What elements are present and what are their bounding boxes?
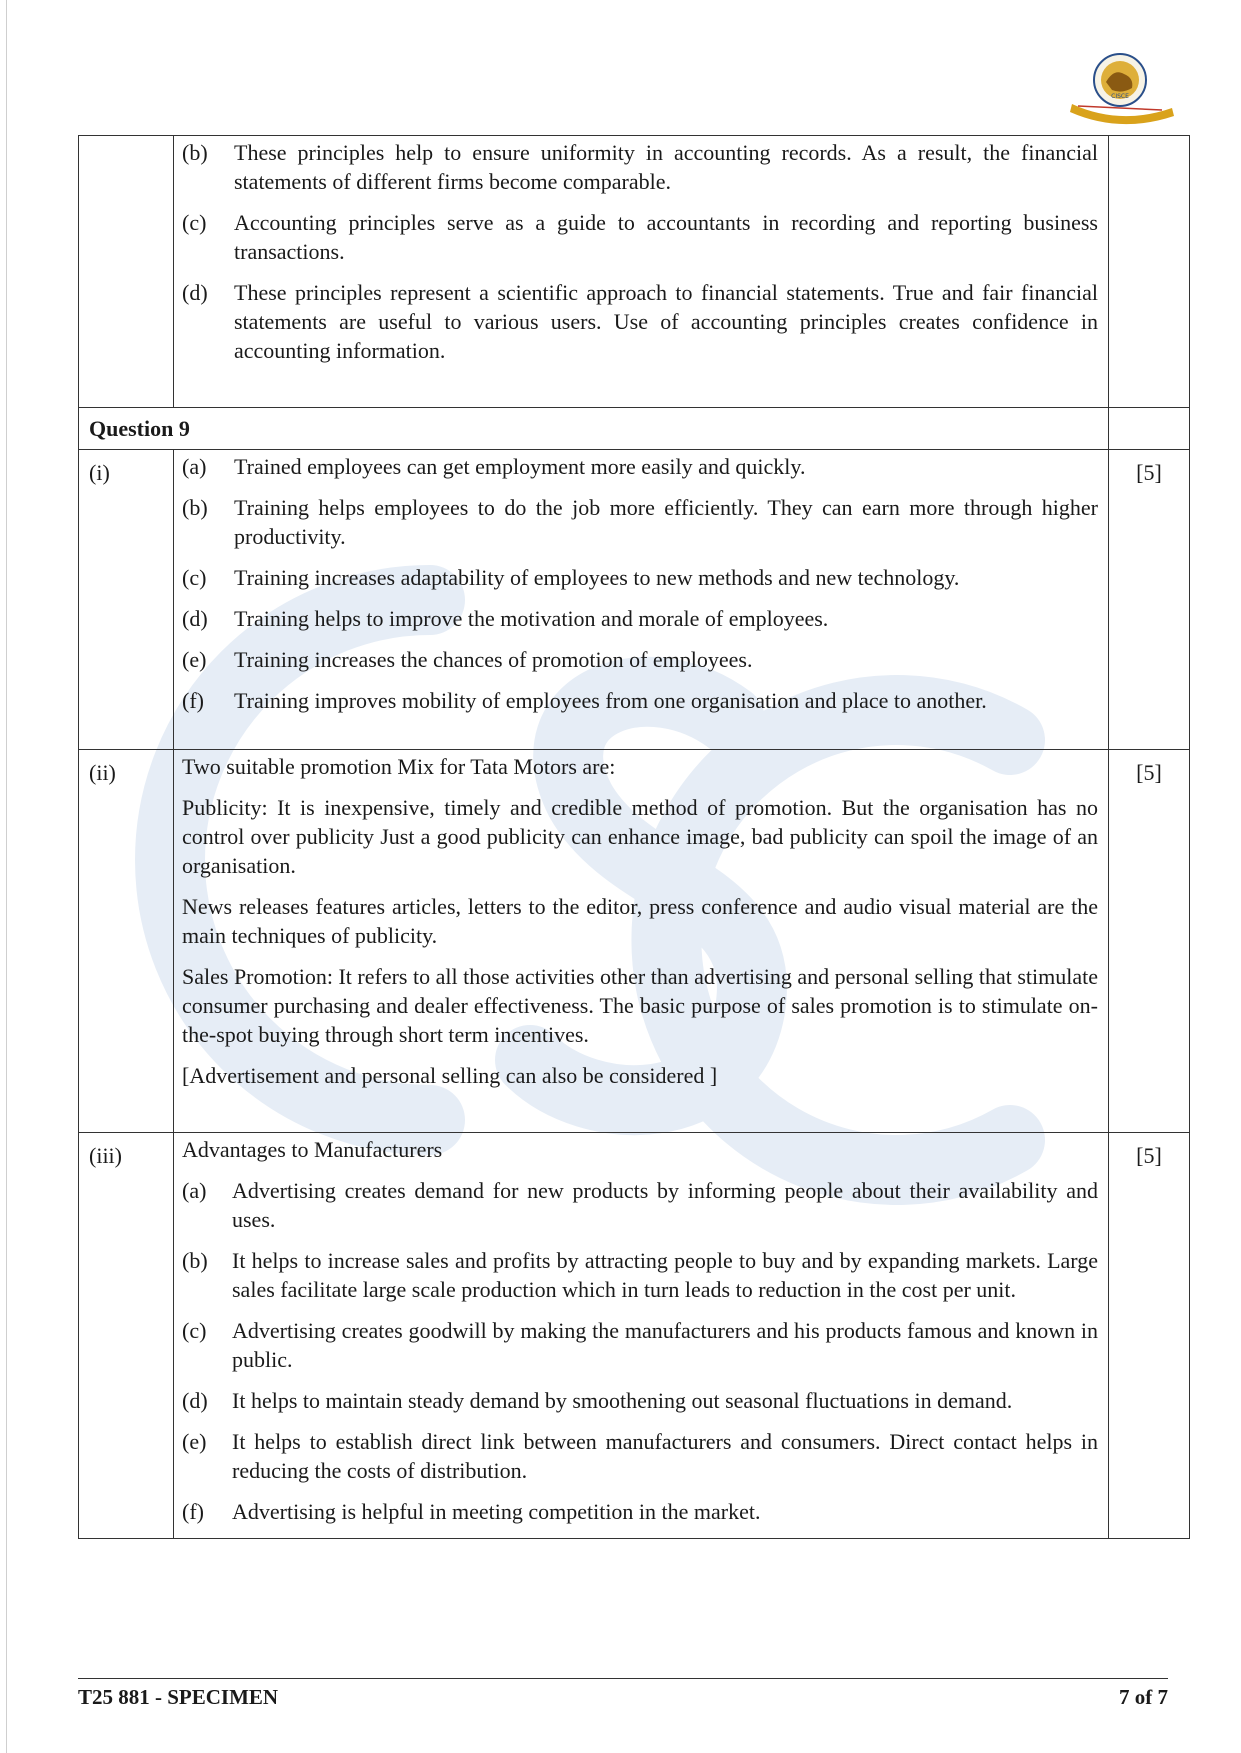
- part-number: (ii): [79, 750, 174, 1133]
- continuation-list: [182, 138, 1098, 365]
- marks-label: [5]: [1109, 750, 1190, 1133]
- list-item: (a) Trained employees can get employment more easily and quickly.: [182, 454, 806, 479]
- part-row-ii: [79, 750, 1190, 1133]
- list-item: (d) These principles represent a scientific approach to financial statements. True and fair financial statements are useful to various users. Use of accounting principles creates confidence in accounting information.: [182, 280, 1098, 363]
- list-item: (b) These principles help to ensure uniformity in accounting records. As a result, the financial statements of different firms become comparable.: [182, 140, 1098, 194]
- question-header-row: [79, 408, 1190, 450]
- paragraph: Sales Promotion: It refers to all those activities other than advertising and personal selling that stimulate consumer purchasing and dealer effectiveness. The basic purpose of sales promotion is to stimulate on-the-spot buying through short term incentives.: [182, 964, 1098, 1047]
- part-number: (i): [79, 450, 174, 750]
- paragraph: News releases features articles, letters to the editor, press conference and audio visual material are the main techniques of publicity.: [182, 894, 1098, 948]
- marks-label: [5]: [1109, 450, 1190, 750]
- list-item: (d) Training helps to improve the motivation and morale of employees.: [182, 606, 829, 631]
- section-heading: Advantages to Manufacturers: [182, 1137, 443, 1162]
- list-item: (d) It helps to maintain steady demand by smoothening out seasonal fluctuations in demand.: [182, 1388, 1013, 1413]
- paragraph: Two suitable promotion Mix for Tata Motors are:: [182, 754, 616, 779]
- list-item: (e) Training increases the chances of promotion of employees.: [182, 647, 753, 672]
- list-item: (c) Accounting principles serve as a guide to accountants in recording and reporting business transactions.: [182, 210, 1098, 264]
- list-item: (f) Advertising is helpful in meeting competition in the market.: [182, 1499, 761, 1524]
- list-item: (b) Training helps employees to do the job more efficiently. They can earn more through higher productivity.: [182, 495, 1098, 549]
- list-item: (f) Training improves mobility of employees from one organisation and place to another.: [182, 688, 987, 713]
- list-item: (c) Advertising creates goodwill by making the manufacturers and his products famous and known in public.: [182, 1318, 1098, 1372]
- continuation-content: [174, 136, 1109, 408]
- question-header-marks-cell: [1109, 408, 1190, 450]
- part-content-iii: [174, 1133, 1109, 1539]
- part-iii-list: [182, 1176, 1098, 1526]
- continuation-number-cell: [79, 136, 174, 408]
- part-content-i: [174, 450, 1109, 750]
- continuation-marks-cell: [1109, 136, 1190, 408]
- cisce-logo: [1062, 48, 1180, 128]
- paragraph: [Advertisement and personal selling can also be considered ]: [182, 1063, 718, 1088]
- paragraph: Publicity: It is inexpensive, timely and credible method of promotion. But the organisation has no control over publicity Just a good publicity can enhance image, bad publicity can spoil the image of an organisation.: [182, 795, 1098, 878]
- logo-text: CISCE: [1111, 93, 1129, 100]
- continuation-row: [79, 136, 1190, 408]
- part-number: (iii): [79, 1133, 174, 1539]
- marks-label: [5]: [1109, 1133, 1190, 1539]
- part-row-iii: [79, 1133, 1190, 1539]
- list-item: (e) It helps to establish direct link between manufacturers and consumers. Direct contact helps in reducing the costs of distribution.: [182, 1429, 1098, 1483]
- footer-code: T25 881 - SPECIMEN: [78, 1685, 279, 1709]
- footer-rule: [78, 1678, 1168, 1679]
- question-title: Question 9: [79, 408, 1109, 450]
- list-item: (a) Advertising creates demand for new products by informing people about their availability and uses.: [182, 1178, 1098, 1232]
- footer-page-number: 7 of 7: [1119, 1685, 1168, 1709]
- page-edge-line: [6, 0, 7, 1753]
- part-content-ii: [174, 750, 1109, 1133]
- part-i-list: [182, 452, 1098, 715]
- list-item: (b) It helps to increase sales and profits by attracting people to buy and by expanding markets. Large sales facilitate large scale production which in turn leads to reduction in the cost per unit.: [182, 1248, 1098, 1302]
- answer-table: [78, 135, 1190, 1539]
- part-row-i: [79, 450, 1190, 750]
- list-item: (c) Training increases adaptability of employees to new methods and new technology.: [182, 565, 960, 590]
